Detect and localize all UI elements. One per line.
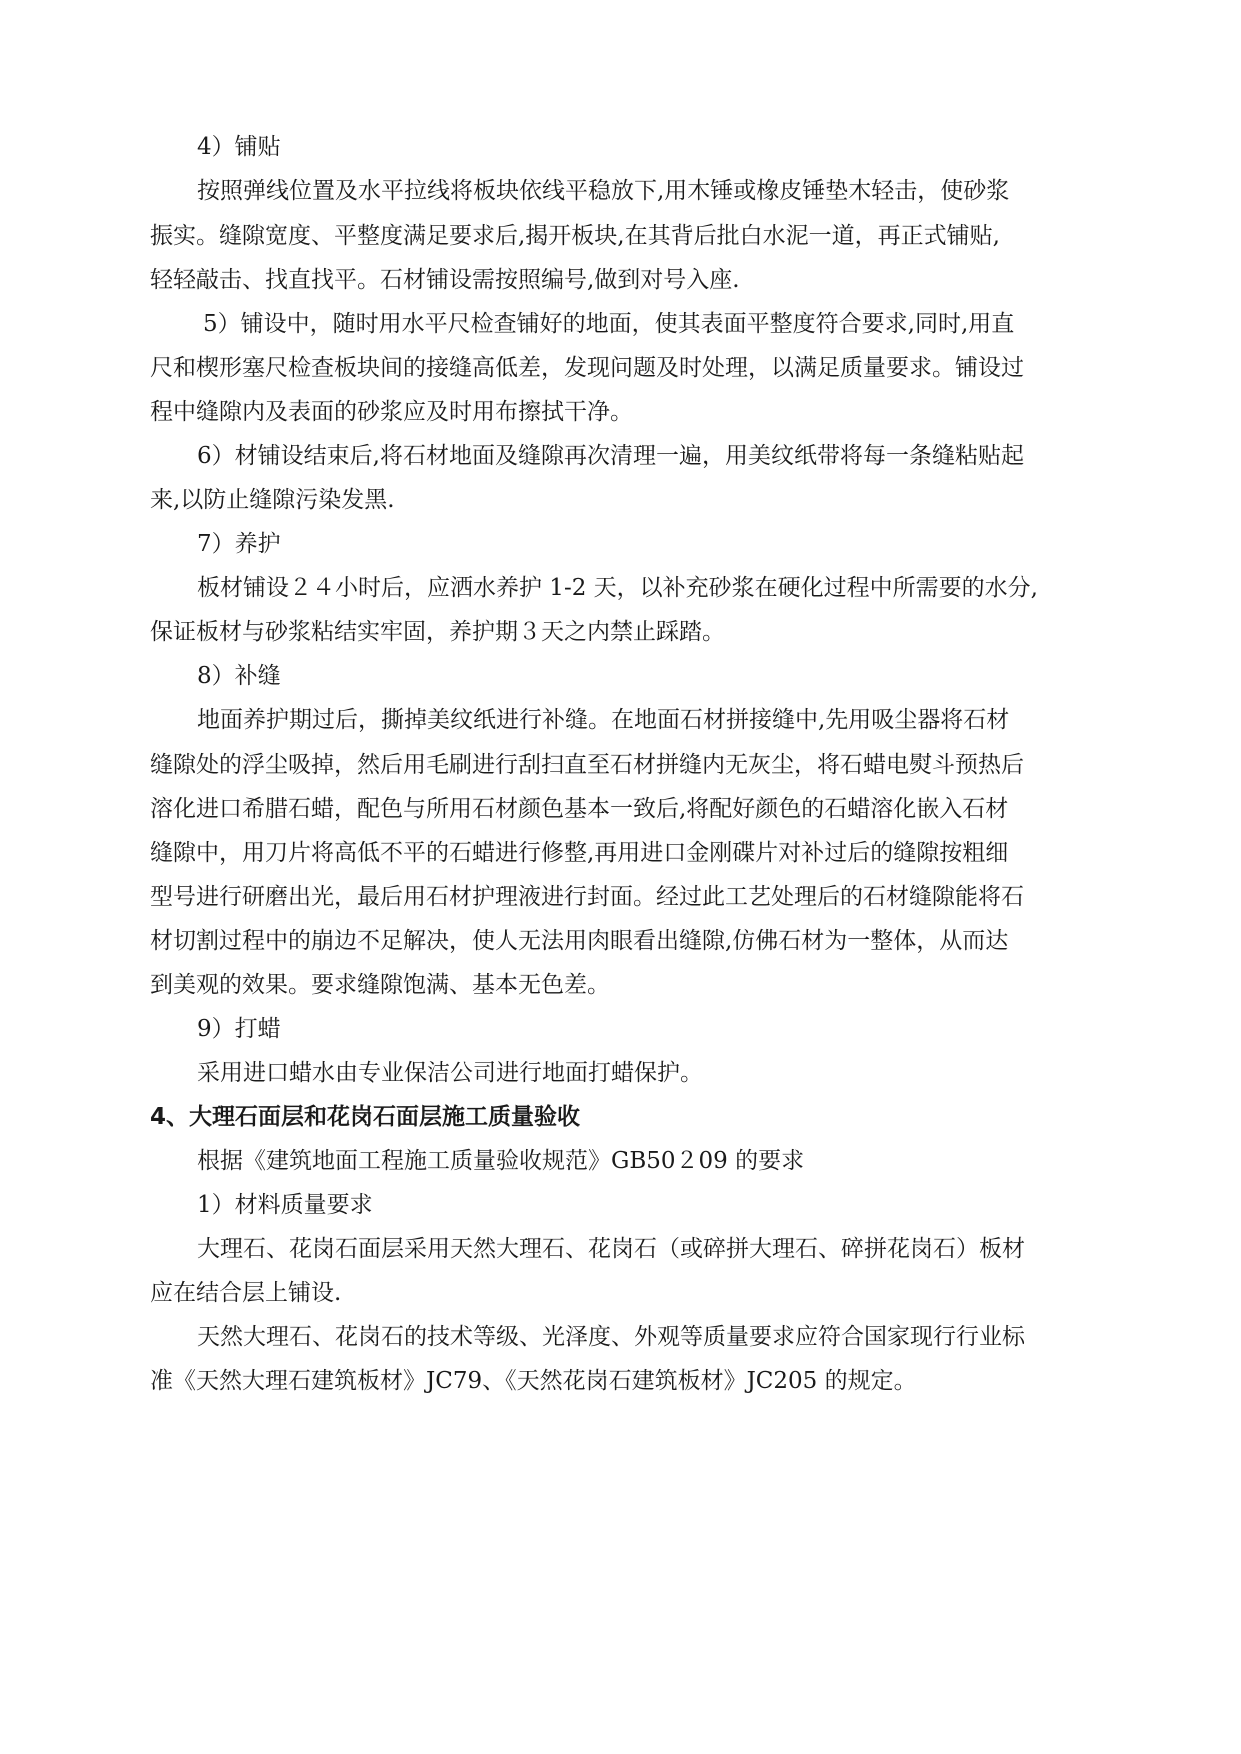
- step-heading-paving: 4）铺贴: [197, 134, 281, 160]
- paragraph-line: 6）材铺设结束后,将石材地面及缝隙再次清理一遍，用美纹纸带将每一条缝粘贴起: [197, 443, 1024, 469]
- paragraph-line: 天然大理石、花岗石的技术等级、光泽度、外观等质量要求应符合国家现行行业标: [197, 1324, 1025, 1350]
- paragraph-line: 轻轻敲击、找直找平。石材铺设需按照编号,做到对号入座.: [150, 267, 740, 293]
- paragraph-line: 地面养护期过后，撕掉美纹纸进行补缝。在地面石材拼接缝中,先用吸尘器将石材: [197, 707, 1010, 733]
- paragraph-line: 采用进口蜡水由专业保洁公司进行地面打蜡保护。: [197, 1060, 703, 1086]
- paragraph-line: 5）铺设中，随时用水平尺检查铺好的地面，使其表面平整度符合要求,同时,用直: [203, 311, 1015, 337]
- step-heading-waxing: 9）打蜡: [197, 1016, 281, 1042]
- step-heading-curing: 7）养护: [197, 531, 281, 557]
- step-heading-material-quality: 1）材料质量要求: [197, 1192, 373, 1218]
- paragraph-line: 到美观的效果。要求缝隙饱满、基本无色差。: [150, 972, 610, 998]
- paragraph-line: 缝隙处的浮尘吸掉，然后用毛刷进行刮扫直至石材拼缝内无灰尘，将石蜡电熨斗预热后: [150, 752, 1024, 778]
- paragraph-line: 溶化进口希腊石蜡，配色与所用石材颜色基本一致后,将配好颜色的石蜡溶化嵌入石材: [150, 796, 1009, 822]
- paragraph-line: 应在结合层上铺设.: [150, 1280, 342, 1306]
- paragraph-line: 板材铺设２４小时后，应洒水养护 1-2 天，以补充砂浆在硬化过程中所需要的水分,: [197, 575, 1038, 601]
- paragraph-line: 缝隙中，用刀片将高低不平的石蜡进行修整,再用进口金刚碟片对补过后的缝隙按粗细: [150, 840, 1009, 866]
- paragraph-line: 准《天然大理石建筑板材》JC79、《天然花岗石建筑板材》JC205 的规定。: [150, 1368, 917, 1394]
- paragraph-line: 振实。缝隙宽度、平整度满足要求后,揭开板块,在其背后批白水泥一道，再正式铺贴,: [150, 223, 1000, 249]
- paragraph-line: 按照弹线位置及水平拉线将板块依线平稳放下,用木锤或橡皮锤垫木轻击，使砂浆: [197, 178, 1010, 204]
- paragraph-line: 尺和楔形塞尺检查板块间的接缝高低差，发现问题及时处理，以满足质量要求。铺设过: [150, 355, 1024, 381]
- step-heading-joint-filling: 8）补缝: [197, 663, 281, 689]
- paragraph-line: 材切割过程中的崩边不足解决，使人无法用肉眼看出缝隙,仿佛石材为一整体，从而达: [150, 928, 1009, 954]
- paragraph-line: 保证板材与砂浆粘结实牢固，养护期３天之内禁止踩踏。: [150, 619, 725, 645]
- paragraph-line: 根据《建筑地面工程施工质量验收规范》GB50２09 的要求: [197, 1148, 805, 1174]
- paragraph-line: 来,以防止缝隙污染发黑.: [150, 487, 395, 513]
- paragraph-line: 大理石、花岗石面层采用天然大理石、花岗石（或碎拼大理石、碎拼花岗石）板材: [197, 1236, 1025, 1262]
- paragraph-line: 型号进行研磨出光，最后用石材护理液进行封面。经过此工艺处理后的石材缝隙能将石: [150, 884, 1024, 910]
- section-heading: 4、大理石面层和花岗石面层施工质量验收: [150, 1104, 581, 1130]
- paragraph-line: 程中缝隙内及表面的砂浆应及时用布擦拭干净。: [150, 399, 633, 425]
